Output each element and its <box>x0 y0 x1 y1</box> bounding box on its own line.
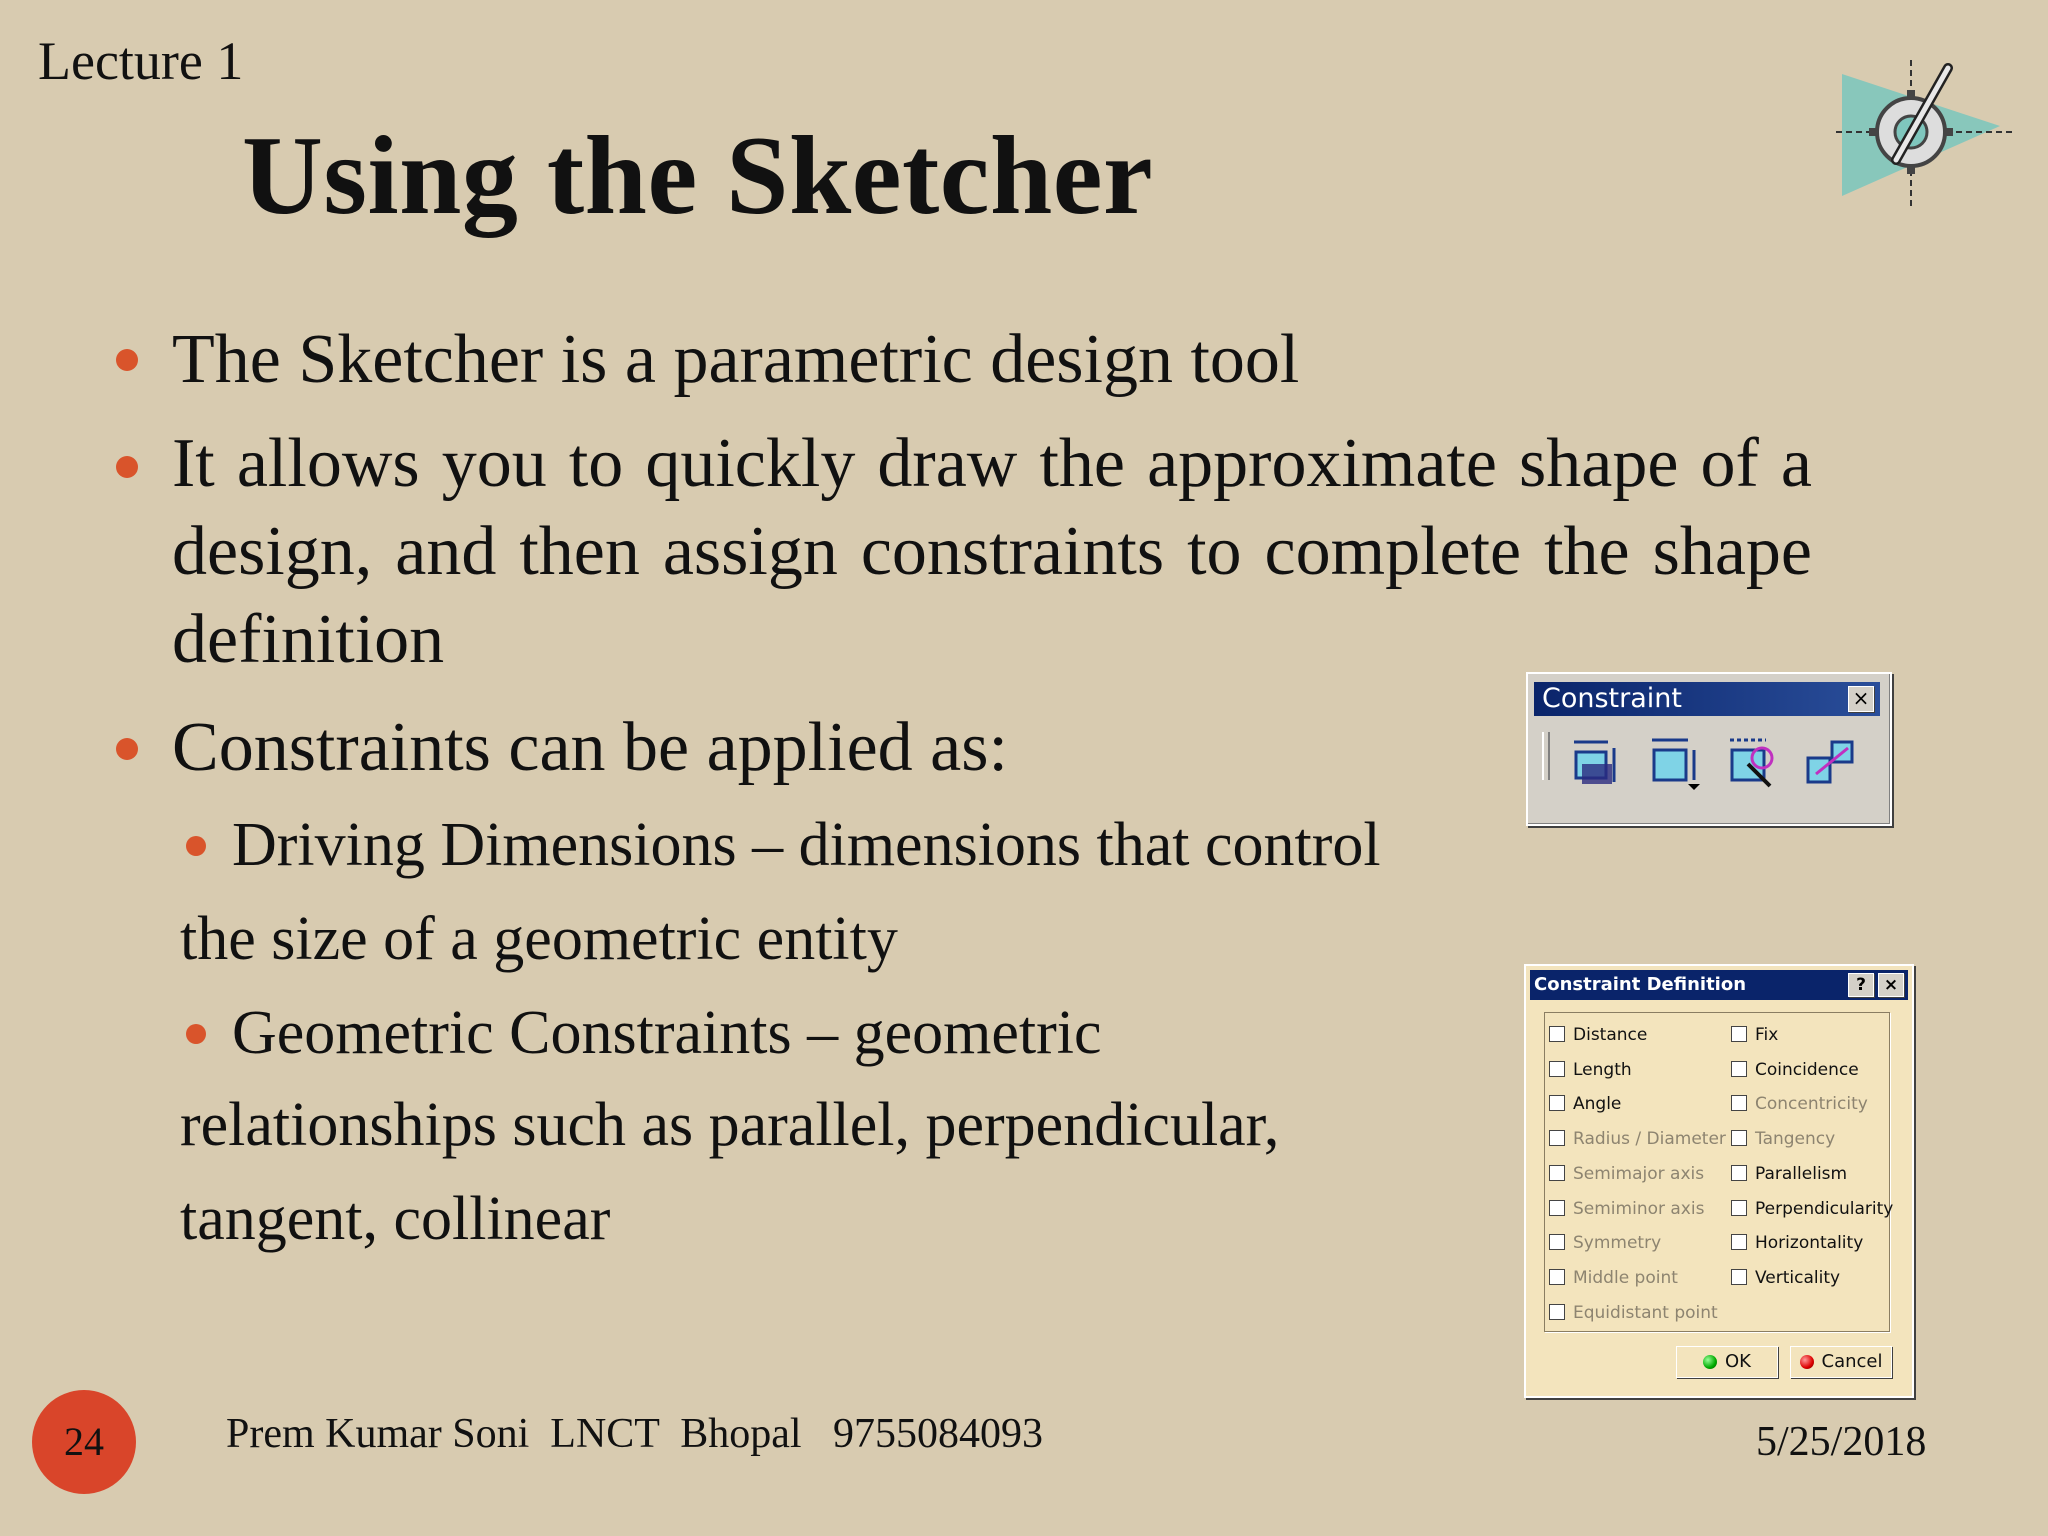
bullet-3: Constraints can be applied as: <box>172 709 1008 786</box>
toolbar-title: Constraint <box>1542 683 1682 714</box>
sub-bullet-1-first-line: Driving Dimensions – dimensions that control <box>232 811 1381 879</box>
sub-bullet-dot <box>186 1024 206 1044</box>
option-label: Radius / Diameter <box>1573 1129 1726 1150</box>
dialog-help-button[interactable]: ? <box>1848 973 1874 997</box>
option-label: Verticality <box>1755 1267 1841 1288</box>
ok-indicator-icon <box>1703 1355 1717 1369</box>
checkbox[interactable] <box>1549 1026 1565 1042</box>
checkbox[interactable] <box>1549 1165 1565 1181</box>
contact-constraint-icon[interactable] <box>1724 734 1780 790</box>
option-left-2[interactable] <box>1549 1094 1621 1114</box>
checkbox[interactable] <box>1549 1304 1565 1320</box>
checkbox[interactable] <box>1549 1095 1565 1111</box>
constraint-definition-dialog <box>1524 964 1914 1398</box>
option-label: Semiminor axis <box>1573 1198 1705 1219</box>
option-label: Symmetry <box>1573 1233 1662 1254</box>
option-label: Distance <box>1573 1025 1648 1045</box>
constraints-dialog-icon[interactable] <box>1568 734 1624 790</box>
option-left-0[interactable] <box>1549 1025 1647 1045</box>
option-right-4[interactable] <box>1731 1164 1847 1184</box>
constraint-icon[interactable] <box>1646 734 1702 790</box>
bullet-1: The Sketcher is a parametric design tool <box>172 321 1300 398</box>
sub-bullet-2-continuation-2: tangent, collinear <box>180 1185 611 1253</box>
checkbox[interactable] <box>1549 1061 1565 1077</box>
checkbox[interactable] <box>1549 1234 1565 1250</box>
dialog-close-button[interactable]: × <box>1878 973 1904 997</box>
option-label: Angle <box>1573 1094 1622 1115</box>
checkbox[interactable] <box>1731 1061 1747 1077</box>
option-right-6[interactable] <box>1731 1233 1863 1253</box>
option-left-4[interactable] <box>1549 1164 1704 1184</box>
ok-button[interactable] <box>1676 1346 1778 1378</box>
lecture-label: Lecture 1 <box>38 31 244 91</box>
sub-bullet-2-first-line: Geometric Constraints – geometric <box>232 999 1102 1067</box>
checkbox[interactable] <box>1731 1165 1747 1181</box>
sub-bullet-dot <box>186 836 206 856</box>
bullet-2: It allows you to quickly draw the approximate shape of a design, and then assign constraints to complete the shape definition <box>172 425 1812 678</box>
option-label: Fix <box>1755 1025 1779 1045</box>
sub-bullet-2-continuation-1: relationships such as parallel, perpendicular, <box>180 1091 1280 1159</box>
checkbox[interactable] <box>1731 1026 1747 1042</box>
option-left-1[interactable] <box>1549 1060 1632 1080</box>
toolbar-title-bar[interactable] <box>1534 682 1880 716</box>
fix-together-icon[interactable] <box>1802 734 1858 790</box>
option-left-8[interactable] <box>1549 1303 1718 1323</box>
dialog-title-bar[interactable] <box>1530 970 1908 1000</box>
bullet-dot <box>116 456 138 478</box>
option-right-1[interactable] <box>1731 1060 1859 1080</box>
option-left-3[interactable] <box>1549 1129 1726 1149</box>
checkbox[interactable] <box>1731 1095 1747 1111</box>
option-label: Tangency <box>1755 1129 1836 1150</box>
option-label: Coincidence <box>1755 1059 1859 1080</box>
checkbox[interactable] <box>1731 1269 1747 1285</box>
option-right-7[interactable] <box>1731 1268 1840 1288</box>
sub-bullet-1-continuation: the size of a geometric entity <box>180 905 898 973</box>
option-label: Perpendicularity <box>1755 1198 1894 1219</box>
sketcher-logo-icon <box>1836 60 2016 210</box>
option-label: Parallelism <box>1755 1163 1848 1184</box>
option-left-5[interactable] <box>1549 1199 1704 1219</box>
cancel-label: Cancel <box>1821 1351 1883 1372</box>
option-label: Semimajor axis <box>1573 1163 1705 1184</box>
page-number-badge: 24 <box>32 1390 136 1494</box>
option-left-7[interactable] <box>1549 1268 1678 1288</box>
option-left-6[interactable] <box>1549 1233 1661 1253</box>
bullet-dot <box>116 349 138 371</box>
footer-author: Prem Kumar Soni LNCT Bhopal 9755084093 <box>226 1411 1044 1457</box>
checkbox[interactable] <box>1549 1269 1565 1285</box>
constraint-toolbar <box>1526 672 1892 826</box>
option-right-3[interactable] <box>1731 1129 1835 1149</box>
dialog-title: Constraint Definition <box>1534 974 1747 995</box>
constraint-options-group <box>1544 1012 1894 1332</box>
option-right-0[interactable] <box>1731 1025 1778 1045</box>
option-label: Middle point <box>1573 1267 1678 1288</box>
option-right-5[interactable] <box>1731 1199 1893 1219</box>
toolbar-grip-handle[interactable] <box>1542 732 1550 780</box>
checkbox[interactable] <box>1731 1130 1747 1146</box>
checkbox[interactable] <box>1731 1200 1747 1216</box>
ok-label: OK <box>1725 1351 1751 1372</box>
option-label: Concentricity <box>1755 1094 1868 1115</box>
cancel-button[interactable] <box>1790 1346 1892 1378</box>
option-label: Equidistant point <box>1573 1302 1718 1323</box>
cancel-indicator-icon <box>1800 1355 1814 1369</box>
checkbox[interactable] <box>1549 1130 1565 1146</box>
checkbox[interactable] <box>1731 1234 1747 1250</box>
option-label: Length <box>1573 1059 1632 1080</box>
option-label: Horizontality <box>1755 1233 1864 1254</box>
checkbox[interactable] <box>1549 1200 1565 1216</box>
footer-date: 5/25/2018 <box>1756 1419 1927 1465</box>
bullet-dot <box>116 738 138 760</box>
toolbar-close-button[interactable]: × <box>1848 686 1874 712</box>
option-right-2[interactable] <box>1731 1094 1868 1114</box>
slide-title: Using the Sketcher <box>242 114 1154 238</box>
